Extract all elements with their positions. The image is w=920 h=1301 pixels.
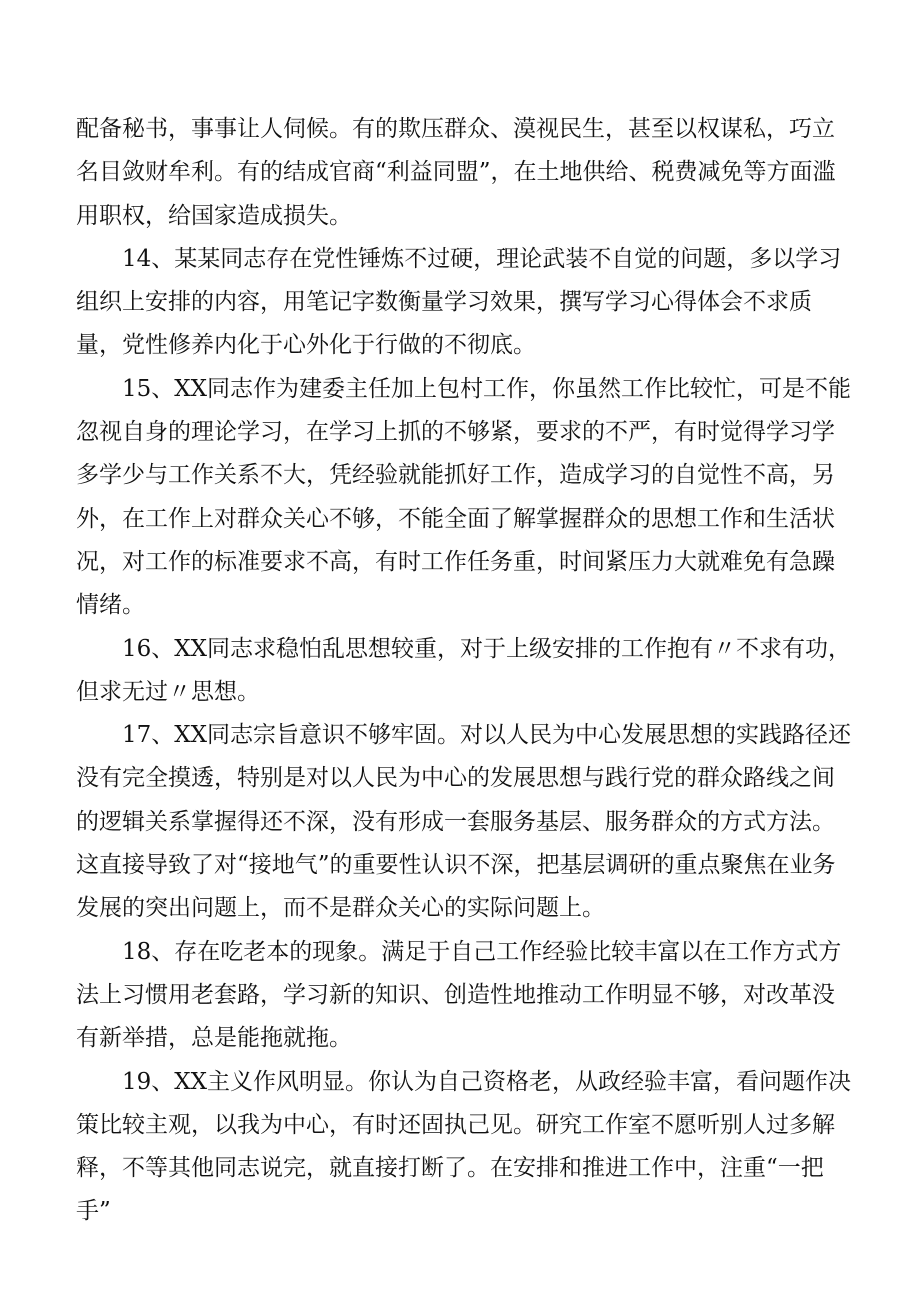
paragraph-item-15: 15、XX同志作为建委主任加上包村工作，你虽然工作比较忙，可是不能忽视自身的理论学习，在学习上抓的不够紧，要求的不严，有时觉得学习学多学少与工作关系不大，凭经验就能抓好工作，造成学习的自觉性不高，另外，在工作上对群众关心不够，不能全面了解掌握群众的思想工作和生活状况，对工作的标准要求不高，有时工作任务重，时间紧压力大就难免有急躁情绪。 xyxy=(76,375,852,619)
paragraph-item-19: 19、XX主义作风明显。你认为自己资格老，从政经验丰富，看问题作决策比较主观，以我为中心，有时还固执己见。研究工作室不愿听别人过多解释，不等其他同志说完，就直接打断了。在安排和推进工作中，注重“一把手” xyxy=(76,1068,852,1225)
paragraph-item-17: 17、XX同志宗旨意识不够牢固。对以人民为中心发展思想的实践路径还没有完全摸透，特别是对以人民为中心的发展思想与践行党的群众路线之间的逻辑关系掌握得还不深，没有形成一套服务基层、服务群众的方式方法。这直接导致了对“接地气”的重要性认识不深，把基层调研的重点聚焦在业务发展的突出问题上，而不是群众关心的实际问题上。 xyxy=(76,722,852,922)
paragraph-item-14: 14、某某同志存在党性锤炼不过硬，理论武装不自觉的问题，多以学习组织上安排的内容，用笔记字数衡量学习效果，撰写学习心得体会不求质量，党性修养内化于心外化于行做的不彻底。 xyxy=(76,245,842,359)
paragraph-continuation: 配备秘书，事事让人伺候。有的欺压群众、漠视民生，甚至以权谋私，巧立名目敛财牟利。有的结成官商“利益同盟”，在土地供给、税费减免等方面滥用职权，给国家造成损失。 xyxy=(76,116,836,229)
paragraph-item-18: 18、存在吃老本的现象。满足于自己工作经验比较丰富以在工作方式方法上习惯用老套路，学习新的知识、创造性地推动工作明显不够，对改革没有新举措，总是能拖就拖。 xyxy=(76,938,842,1052)
paragraph-item-16: 16、XX同志求稳怕乱思想较重，对于上级安排的工作抱有〃不求有功，但求无过〃思想。 xyxy=(76,635,852,705)
document-body xyxy=(76,108,857,1234)
